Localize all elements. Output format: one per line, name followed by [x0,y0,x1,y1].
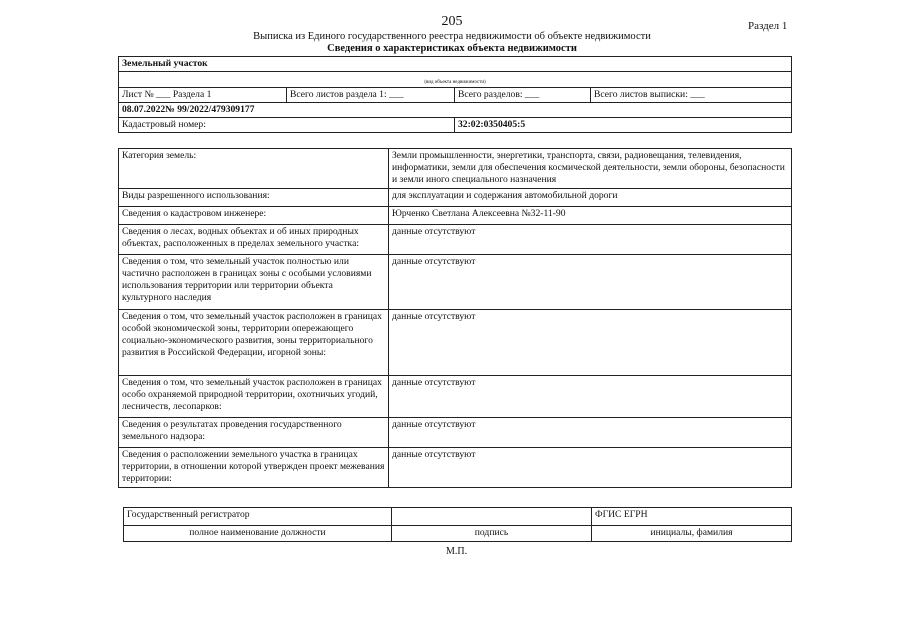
row-label: Сведения о том, что земельный участок полностью или частично расположен в границах зоны с особыми условиями использования территории или территории объекта культурного наследия [119,255,389,310]
table-row [119,225,792,255]
total-sheets: Всего листов выписки: ___ [591,88,792,103]
row-label: Сведения о том, что земельный участок расположен в границах особой экономической зоны, территории опережающего социально-экономического развития, зоны территориального развития в Российской Федерации, игорной зоны: [119,310,389,376]
page-number: 205 [441,14,463,29]
total-sections: Всего разделов: ___ [455,88,591,103]
signature-caption: подпись [392,526,592,542]
row-value: для эксплуатации и содержания автомобильной дороги [389,189,792,207]
row-label: Сведения о кадастровом инженере: [119,207,389,225]
header-table [118,56,792,133]
table-row [119,255,792,310]
row-value: данные отсутствуют [389,376,792,418]
row-label: Сведения о лесах, водных объектах и об иных природных объектах, расположенных в пределах земельного участка: [119,225,389,255]
signature-field [392,508,592,526]
row-label: Сведения о том, что земельный участок расположен в границах особо охраняемой природной территории, охотничьих угодий, лесничеств, лесопарков: [119,376,389,418]
row-value: данные отсутствуют [389,310,792,376]
registrar-name: ФГИС ЕГРН [592,508,792,526]
section-label: Раздел 1 [748,20,788,32]
signature-table [123,507,792,542]
table-row [119,149,792,189]
table-row [119,418,792,448]
table-row [119,448,792,488]
document-title: Выписка из Единого государственного реестра недвижимости об объекте недвижимости [253,31,651,42]
object-type: Земельный участок [119,57,792,72]
sheet-number: Лист № ___ Раздела 1 [119,88,287,103]
table-row [119,310,792,376]
row-label: Виды разрешенного использования: [119,189,389,207]
row-value: данные отсутствуют [389,255,792,310]
registrar-position: Государственный регистратор [124,508,392,526]
cadastral-number: 32:02:0350405:5 [455,118,792,133]
object-type-hint: (вид объекта недвижимости) [119,72,792,88]
row-value: Юрченко Светлана Алексеевна №32-11-90 [389,207,792,225]
stamp-place: М.П. [446,546,468,557]
table-row [119,207,792,225]
cadastral-label: Кадастровый номер: [119,118,455,133]
row-value: данные отсутствуют [389,448,792,488]
row-value: данные отсутствуют [389,418,792,448]
characteristics-table [118,148,792,488]
position-caption: полное наименование должности [124,526,392,542]
table-row [119,189,792,207]
name-caption: инициалы, фамилия [592,526,792,542]
row-label: Категория земель: [119,149,389,189]
row-label: Сведения о расположении земельного участка в границах территории, в отношении которой утвержден проект межевания территории: [119,448,389,488]
section-sheets: Всего листов раздела 1: ___ [287,88,455,103]
table-row [119,376,792,418]
row-value: данные отсутствуют [389,225,792,255]
date-number: 08.07.2022№ 99/2022/479309177 [119,103,792,118]
row-value: Земли промышленности, энергетики, транспорта, связи, радиовещания, телевидения, информатики, земли для обеспечения космической деятельности, земли обороны, безопасности и земли иного специального назначения [389,149,792,189]
row-label: Сведения о результатах проведения государственного земельного надзора: [119,418,389,448]
document-subtitle: Сведения о характеристиках объекта недвижимости [327,43,577,54]
